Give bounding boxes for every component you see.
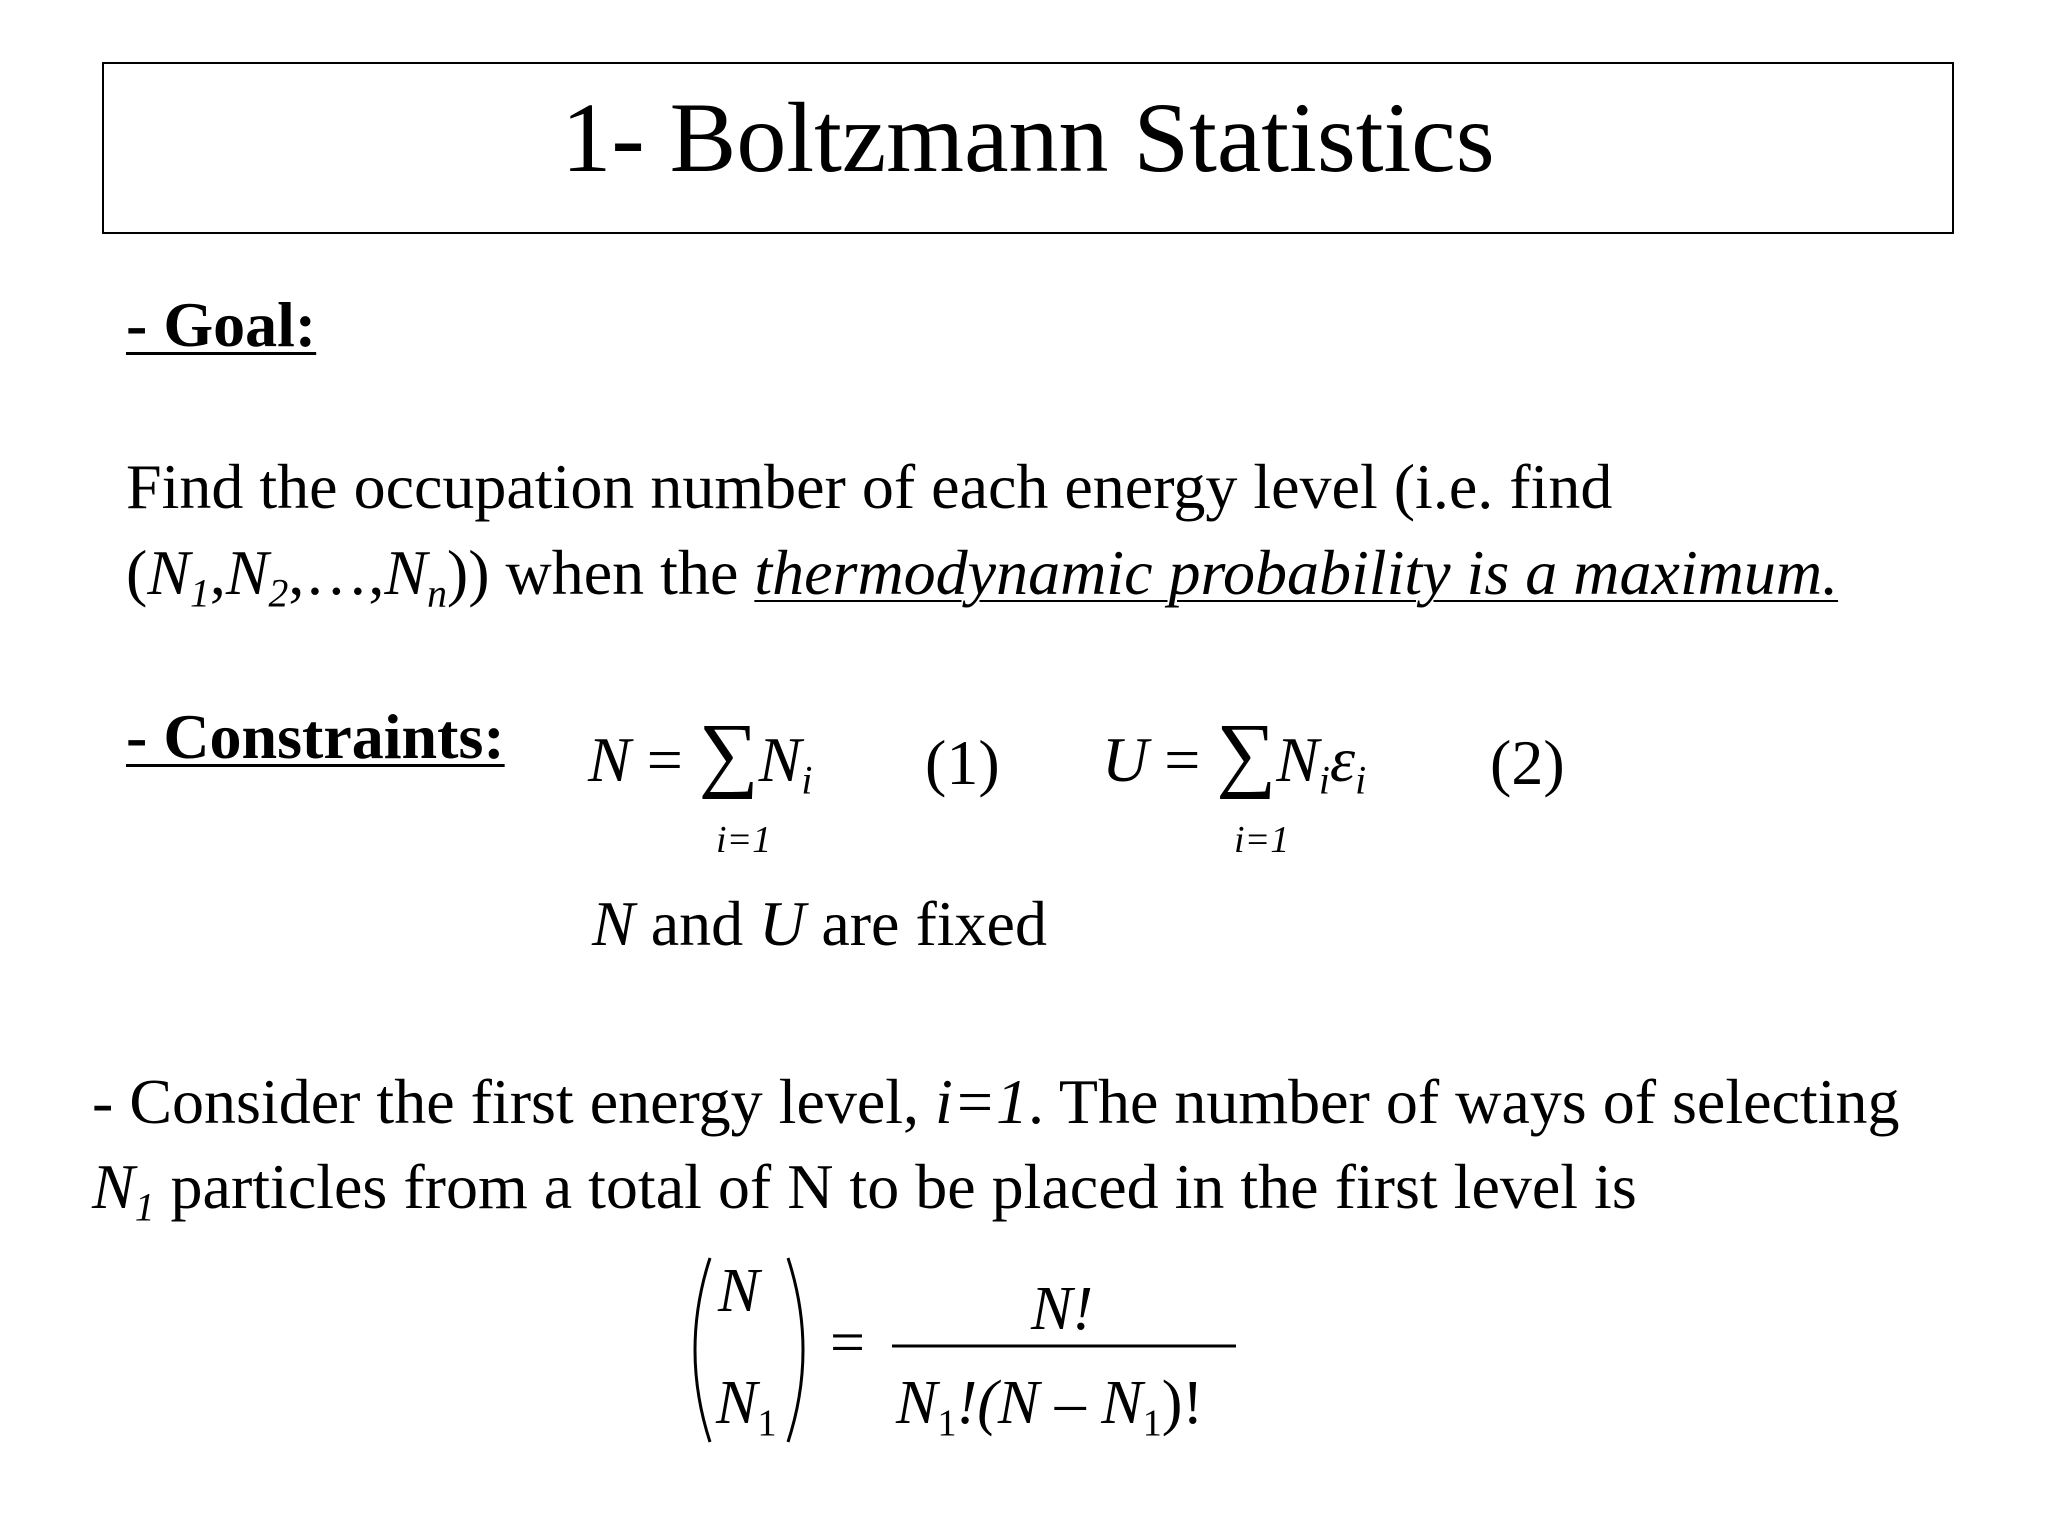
consider-var-n1: N — [92, 1151, 135, 1222]
eq1-limit: i=1 — [716, 819, 772, 861]
eq2-limit: i=1 — [1234, 819, 1290, 861]
eq1-lhs: N — [588, 724, 631, 795]
binom-bottom-var: N — [716, 1369, 758, 1437]
left-paren — [695, 1258, 710, 1442]
consider-var-n1-sub: 1 — [134, 1185, 155, 1230]
consider-text-b: . The number of ways of selecting — [1028, 1066, 1900, 1137]
denominator — [896, 1368, 1204, 1445]
goal-paren-open: ( — [126, 537, 148, 608]
den-middle-sub: 1 — [1142, 1402, 1162, 1445]
eq1-equals: = — [646, 724, 683, 795]
consider-text-c: particles from a total of N to be placed in the first level is — [154, 1151, 1637, 1222]
eq2-term-sub: i — [1318, 758, 1330, 803]
var-n2: N — [225, 537, 269, 608]
eq1-number: (1) — [925, 727, 1000, 798]
title-box — [102, 62, 1954, 234]
comma: , — [209, 537, 226, 608]
var-n1: N — [147, 537, 190, 608]
slide-title: 1- Boltzmann Statistics — [561, 82, 1495, 193]
binom-bottom-sub: 1 — [757, 1402, 777, 1445]
eq1-term-sub: i — [801, 758, 813, 803]
binom-top: N — [718, 1257, 760, 1325]
binom-bottom — [716, 1368, 777, 1445]
goal-heading: - Goal: — [126, 289, 317, 360]
var-nn-sub: n — [427, 571, 447, 616]
eq2-term: N — [1276, 724, 1319, 795]
eq2-lhs: U — [1102, 724, 1149, 795]
consider-line-2 — [92, 1151, 1637, 1230]
var-nn: N — [384, 537, 428, 608]
den-var-n1: N — [896, 1369, 938, 1437]
den-var-n1-sub: 1 — [937, 1402, 957, 1445]
right-paren — [788, 1258, 803, 1442]
ellipsis: ,…, — [288, 537, 385, 608]
eq2-term2: ε — [1329, 724, 1356, 795]
equation-1 — [588, 707, 813, 803]
consider-var-i: i=1 — [935, 1066, 1028, 1137]
goal-line-1: Find the occupation number of each energy level (i.e. find — [126, 451, 1613, 522]
var-n1-sub: 1 — [190, 571, 210, 616]
fixed-var-n: N — [592, 888, 635, 959]
eq2-number: (2) — [1490, 727, 1565, 798]
goal-line-2 — [126, 537, 1839, 616]
var-n2-sub: 2 — [268, 571, 289, 616]
goal-emphasis: thermodynamic probability is a maximum. — [754, 537, 1839, 608]
den-middle: !(N – N — [956, 1369, 1143, 1437]
fixed-and: and — [634, 888, 760, 959]
den-end: )! — [1161, 1369, 1204, 1437]
eq2-term2-sub: i — [1355, 758, 1367, 803]
fixed-statement — [592, 888, 1047, 959]
eq1-sigma: ∑ — [698, 707, 759, 800]
numerator: N! — [1031, 1275, 1093, 1343]
eq2-sigma: ∑ — [1216, 707, 1277, 800]
eq1-term: N — [758, 724, 802, 795]
goal-when-text: )) when the — [446, 537, 755, 608]
fixed-var-u: U — [759, 888, 806, 959]
constraints-heading: - Constraints: — [126, 701, 505, 772]
equation-2 — [1102, 707, 1367, 803]
binomial-formula — [676, 1250, 1236, 1450]
consider-text-a: - Consider the first energy level, — [92, 1066, 936, 1137]
binom-equals: = — [830, 1309, 865, 1377]
fixed-rest: are fixed — [805, 888, 1047, 959]
consider-line-1 — [92, 1066, 1900, 1137]
eq2-equals: = — [1164, 724, 1201, 795]
